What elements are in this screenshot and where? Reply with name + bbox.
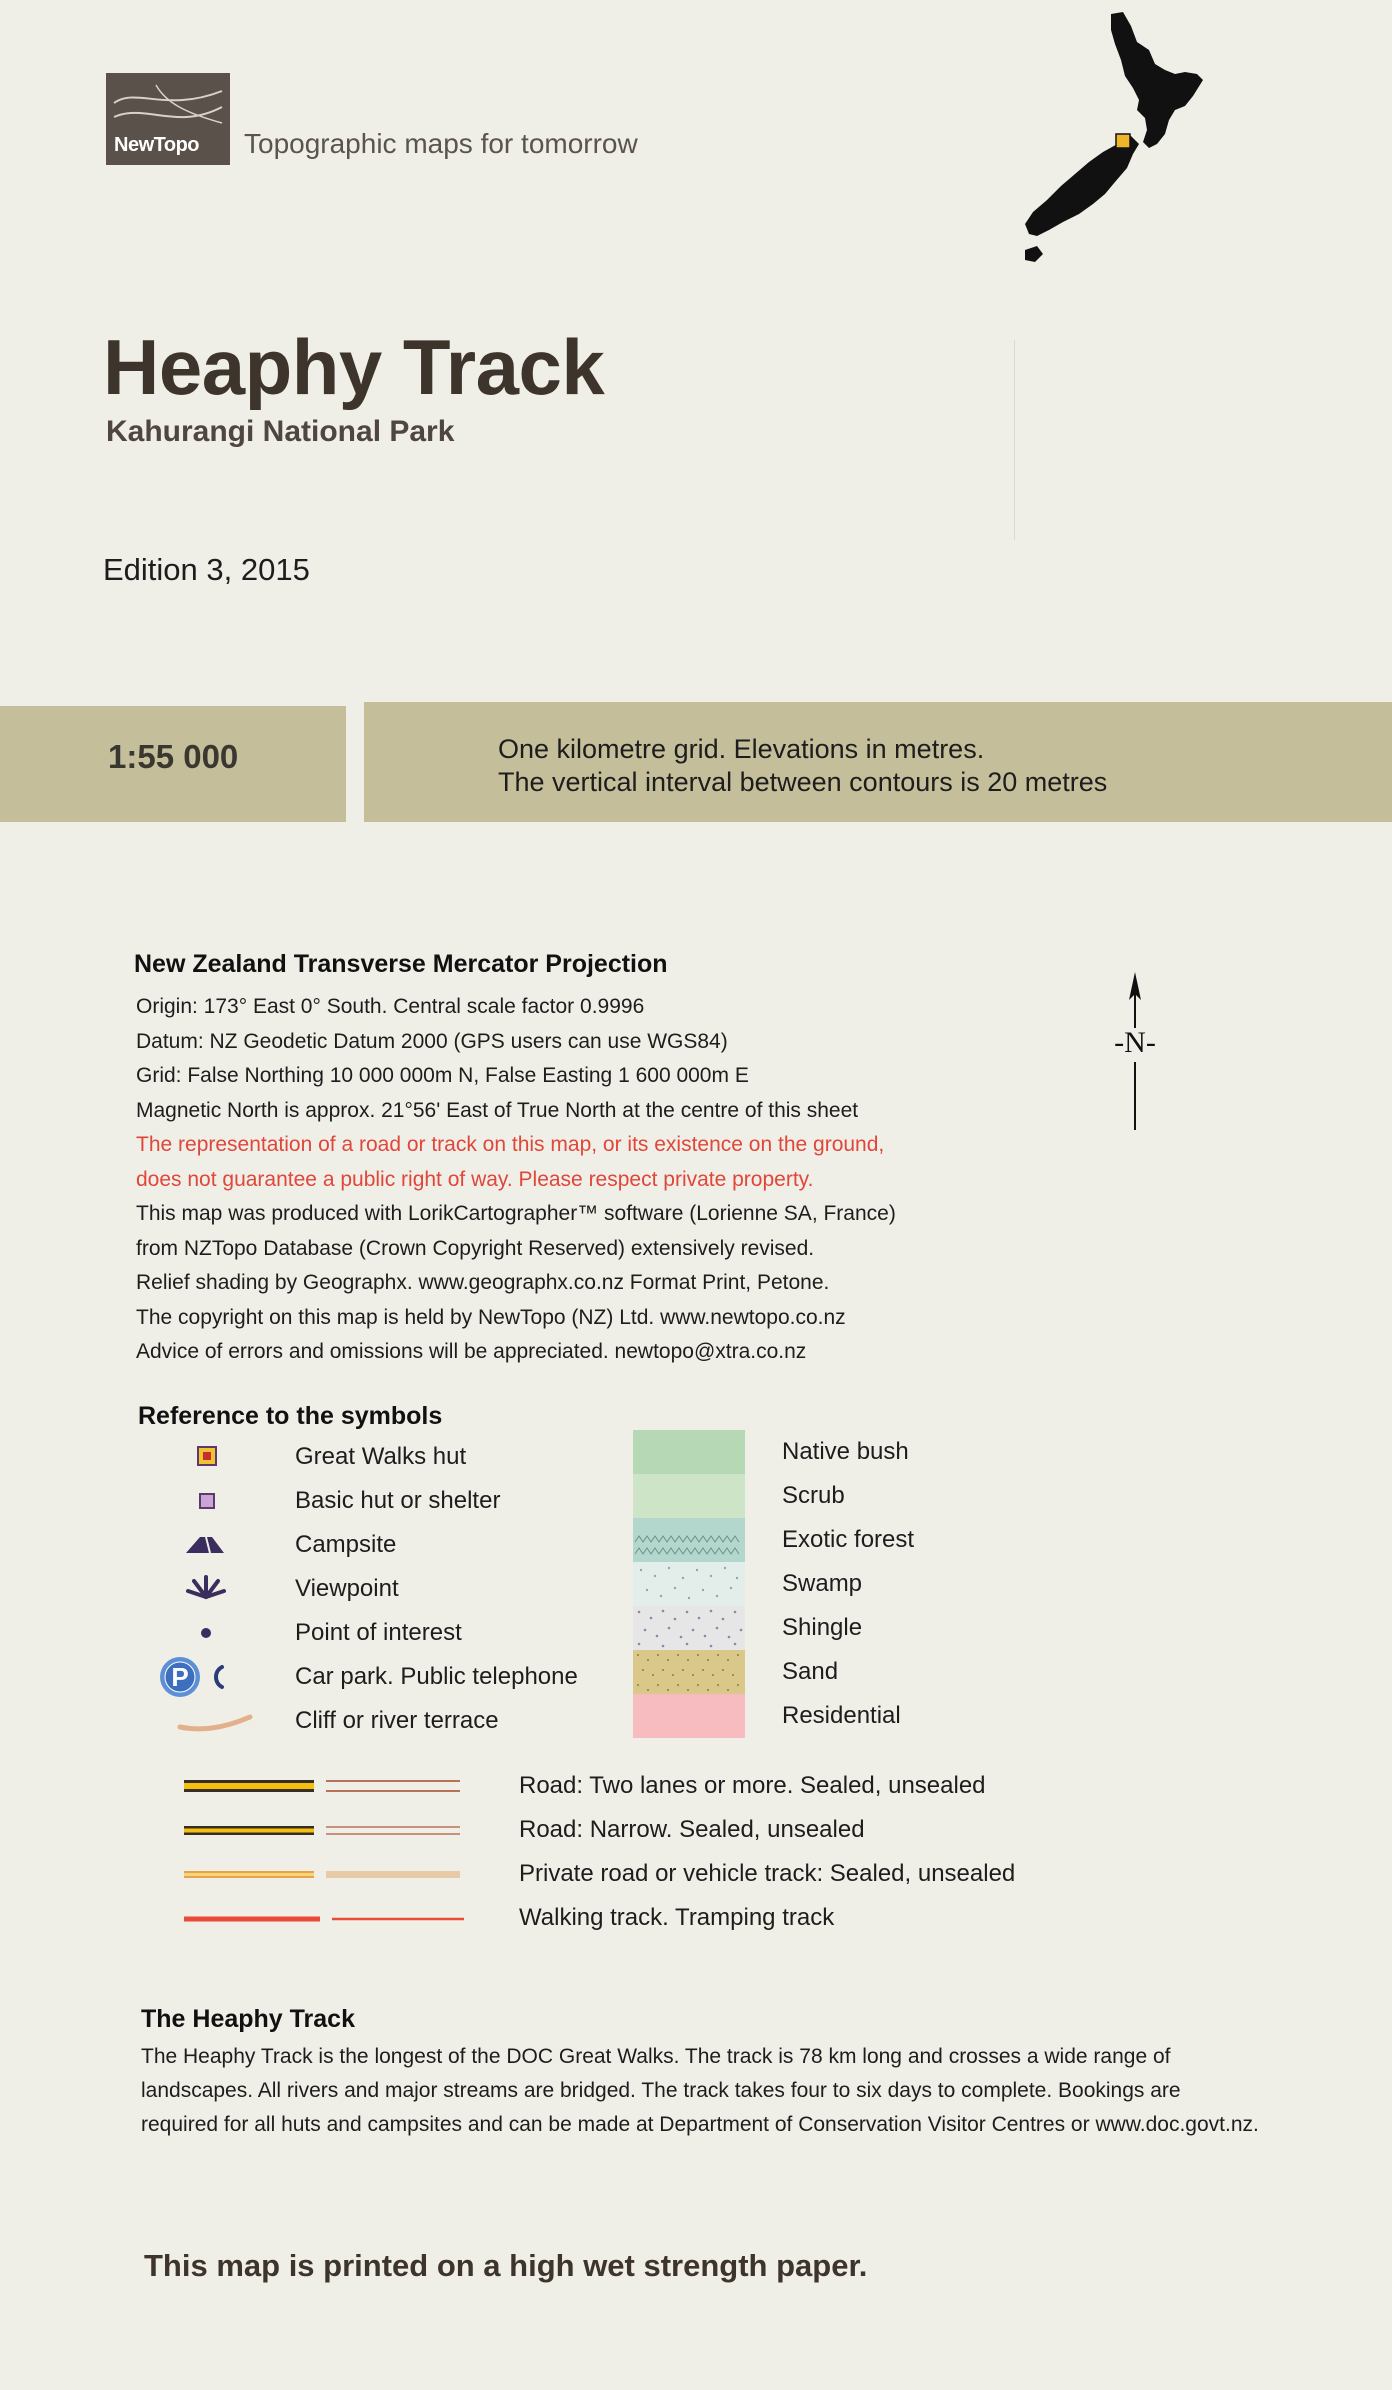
right-of-way-warning: The representation of a road or track on this map, or its existence on the ground, — [136, 1133, 885, 1156]
walking-track-icon — [180, 1906, 470, 1930]
new-zealand-inset-map — [1015, 8, 1215, 268]
land-label: Exotic forest — [782, 1526, 915, 1553]
scrub-swatch — [633, 1474, 745, 1518]
basic-hut-icon — [150, 1479, 270, 1523]
car-park-letter: P — [171, 1662, 189, 1692]
legend-label: Great Walks hut — [295, 1443, 467, 1470]
projection-origin: Origin: 173° East 0° South. Central scale factor 0.9996 — [136, 995, 645, 1018]
swamp-swatch — [633, 1562, 745, 1606]
north-arrow-icon — [1095, 968, 1175, 1138]
paper-note: This map is printed on a high wet strength paper. — [144, 2248, 868, 2283]
tagline: Topographic maps for tomorrow — [244, 128, 638, 159]
projection-grid: Grid: False Northing 10 000 000m N, False Easting 1 600 000m E — [136, 1064, 749, 1087]
description-heading: The Heaphy Track — [141, 2005, 355, 2033]
legend-label: Point of interest — [295, 1619, 462, 1646]
production-note: This map was produced with LorikCartographer™ software (Lorienne SA, France) — [136, 1202, 896, 1225]
description-line: The Heaphy Track is the longest of the DOC Great Walks. The track is 78 km long and crosses a wide range of — [141, 2045, 1171, 2068]
road-two-lanes-icon — [180, 1774, 470, 1798]
sand-pattern — [633, 1650, 745, 1694]
edition-label: Edition 3, 2015 — [103, 552, 310, 587]
map-title: Heaphy Track — [103, 323, 605, 411]
logo-brand-text: NewTopo — [114, 134, 200, 156]
land-label: Swamp — [782, 1570, 863, 1597]
legend-label: Campsite — [295, 1531, 397, 1558]
legend-label: Cliff or river terrace — [295, 1707, 499, 1734]
shingle-pattern — [633, 1606, 745, 1650]
map-area-highlight — [1116, 134, 1130, 148]
description-line: landscapes. All rivers and major streams are bridged. The track takes four to six days to complete. Bookings are — [141, 2079, 1181, 2102]
land-label: Residential — [782, 1702, 901, 1729]
land-label: Shingle — [782, 1614, 863, 1641]
advice-note: Advice of errors and omissions will be appreciated. newtopo@xtra.co.nz — [136, 1340, 807, 1363]
campsite-icon — [150, 1523, 270, 1567]
road-label: Walking track. Tramping track — [519, 1904, 835, 1931]
projection-heading: New Zealand Transverse Mercator Projection — [134, 950, 668, 978]
land-label: Native bush — [782, 1438, 909, 1465]
shingle-swatch — [633, 1606, 745, 1650]
viewpoint-icon — [150, 1567, 270, 1611]
road-label: Private road or vehicle track: Sealed, unsealed — [519, 1860, 1016, 1887]
road-label: Road: Two lanes or more. Sealed, unsealed — [519, 1772, 986, 1799]
car-park-telephone-icon — [150, 1655, 270, 1699]
description-line: required for all huts and campsites and can be made at Department of Conservation Visitor Centres or www.doc.govt.nz. — [141, 2113, 1259, 2136]
swamp-pattern — [633, 1562, 745, 1606]
north-label: -N- — [1114, 1026, 1156, 1059]
great-walks-hut-icon — [150, 1435, 270, 1479]
divider — [1014, 340, 1015, 540]
cliff-icon — [150, 1699, 270, 1743]
newtopo-logo — [106, 73, 230, 165]
road-label: Road: Narrow. Sealed, unsealed — [519, 1816, 865, 1843]
legend-label: Viewpoint — [295, 1575, 399, 1602]
land-label: Scrub — [782, 1482, 845, 1509]
road-narrow-icon — [180, 1818, 470, 1842]
land-label: Sand — [782, 1658, 839, 1685]
magnetic-north-note: Magnetic North is approx. 21°56' East of True North at the centre of this sheet — [136, 1098, 859, 1122]
scale-ratio: 1:55 000 — [108, 738, 239, 775]
relief-credit: Relief shading by Geographx. www.geographx.co.nz Format Print, Petone. — [136, 1271, 830, 1294]
native-bush-swatch — [633, 1430, 745, 1474]
copyright-note: The copyright on this map is held by NewTopo (NZ) Ltd. www.newtopo.co.nz — [136, 1305, 846, 1329]
production-note: from NZTopo Database (Crown Copyright Reserved) extensively revised. — [136, 1236, 815, 1260]
legend-label: Car park. Public telephone — [295, 1663, 578, 1690]
legend-label: Basic hut or shelter — [295, 1487, 501, 1514]
private-road-icon — [180, 1862, 470, 1886]
description-body — [141, 2040, 1291, 2142]
point-of-interest-icon — [150, 1611, 270, 1655]
grid-info — [498, 733, 1107, 799]
sand-swatch — [633, 1650, 745, 1694]
projection-details — [136, 990, 896, 1370]
map-subtitle: Kahurangi National Park — [106, 415, 455, 448]
exotic-forest-pattern — [633, 1518, 745, 1562]
grid-info-line: The vertical interval between contours is 20 metres — [498, 767, 1108, 797]
grid-info-line: One kilometre grid. Elevations in metres. — [498, 734, 985, 764]
projection-datum: Datum: NZ Geodetic Datum 2000 (GPS users can use WGS84) — [136, 1029, 728, 1053]
symbols-heading: Reference to the symbols — [138, 1402, 443, 1430]
residential-swatch — [633, 1694, 745, 1738]
exotic-forest-swatch — [633, 1518, 745, 1562]
right-of-way-warning: does not guarantee a public right of way. Please respect private property. — [136, 1167, 814, 1191]
